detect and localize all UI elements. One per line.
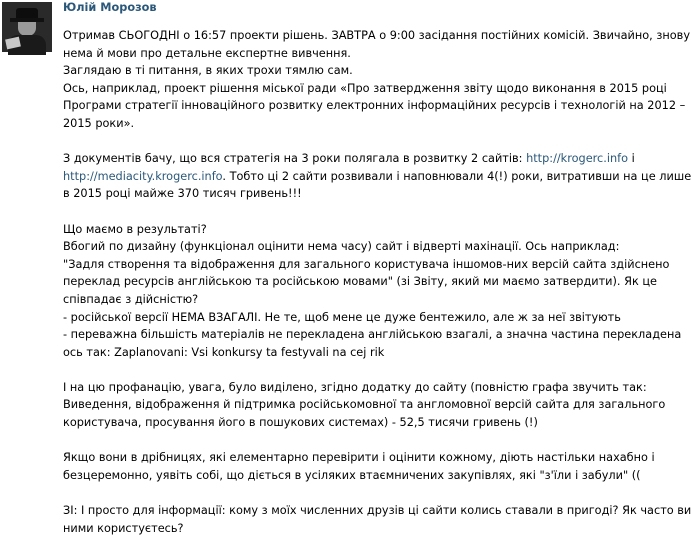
post-text-segment: і [628,152,635,166]
paragraph-gap [63,361,606,379]
post-text-line [63,45,606,63]
post-text-line [63,396,666,414]
post-text-segment: ось так: Zaplanovani: Vsi konkursy ta festyvali na cej rik [63,345,385,359]
post-text-line [63,221,606,239]
post-text-line [63,449,655,467]
post-text-segment: ними користуєтесь? [63,521,184,535]
post-text-line [63,185,606,203]
post-text-line [63,27,690,45]
post-text-line [63,238,620,256]
post-text-segment: Програми стратегії інноваційного розвитку електронних інформаційних ресурсів і технологій на 2012 – [63,99,686,113]
post-text-segment: Якщо вони в дрібницях, які елементарно перевірити і оцінити кожному, діють настільки нахабно і [63,451,655,465]
post-text-segment: Отримав СЬОГОДНІ о 16:57 проекти рішень. ЗАВТРА о 9:00 засідання постійних комісій. Звичайно, знову [63,29,690,42]
post-text-line [63,115,606,133]
post-text-line [63,168,691,186]
post-text-segment: ЗІ: І просто для інформації: кому з моїх численних друзів ці сайти колись ставали в пригоді? Як часто ви [63,504,691,518]
post-text-segment: - російської версії НЕМА ВЗАГАЛІ. Не те, щоб мене це дуже бентежило, але ж за неї звітують [63,310,621,324]
post-text-line [63,326,682,344]
paragraph-gap [63,203,606,221]
post-text-segment: в 2015 році майже 370 тисяч гривень!!! [63,187,302,201]
post-text-segment: Виведення, відображення й підтримка російськомовної та англомовної версій сайта для загального [63,398,666,412]
post-text-segment: Ось, наприклад, проект рішення міської ради «Про затвердження звіту щодо виконання в 2015 році [63,81,667,95]
post-text-line [63,80,667,98]
post-text-segment: "Задля створення та відображення для загального користувача іншомов-них версій сайта здійснено [63,257,670,271]
post-text-line [63,467,641,485]
post-text-segment: переклад ресурсів англійською та російською мовами" (зі Звіту, який ми маємо затвердити). Як це [63,275,658,289]
post-text-line [63,62,606,80]
post-text-line [63,379,647,397]
post-text-line [63,414,606,432]
post-text-line [63,273,658,291]
avatar-face [18,22,36,36]
post-text-segment: - переважна більшість матеріалів не перекладена англійською взагалі, а значна частина перекладена [63,328,682,342]
post-text-segment: 2015 роки». [63,116,135,130]
post-link-link1[interactable]: http://krogerc.info [526,152,629,166]
post-text-line [63,97,686,115]
post-text-segment: користувача, просування його в пошукових системах) - 52,5 тисячи гривень (!) [63,416,538,430]
post-link-link2[interactable]: http://mediacity.krogerc.info [63,169,223,183]
paragraph-gap [63,484,606,502]
post-text-segment: Заглядаю в ті питання, в яких трохи тямлю сам. [63,64,353,78]
author-name[interactable]: Юлій Морозов [63,1,157,14]
post-text-segment: співпадає з дійсністю? [63,292,199,306]
post-text-line [63,520,606,538]
avatar[interactable] [2,2,52,52]
paragraph-gap [63,432,606,450]
post-text-segment: безцеремонно, уявіть собі, що діється в усіляких втаємничених закупівлях, які "з'їли і забули" (( [63,468,641,482]
post-text-segment: Вбогий по дизайну (функціонал оцінити нема часу) сайт і відверті махінації. Ось наприклад: [63,240,620,254]
post-text-line [63,256,670,274]
post-text-segment: нема й мови про детальне експертне вивчення. [63,46,351,60]
paragraph-gap [63,133,606,151]
post-text-line [63,344,606,362]
post-text-line [63,502,691,520]
post-text-segment: З документів бачу, що вся стратегія на 3 роки полягала в розвитку 2 сайтів: [63,152,527,166]
post-text-segment: . Тобто ці 2 сайти розвивали і наповнювали 4(!) роки, витративши на це лише [222,169,691,183]
post-text-line [63,150,635,168]
post-body [63,27,691,537]
post-text-line [63,309,621,327]
post-text-line [63,291,606,309]
post-text-segment: Що маємо в результаті? [63,222,207,236]
post-text-segment: І на цю профанацію, увага, було виділено, згідно додатку до сайту (повністю графа звучить так: [63,380,647,394]
